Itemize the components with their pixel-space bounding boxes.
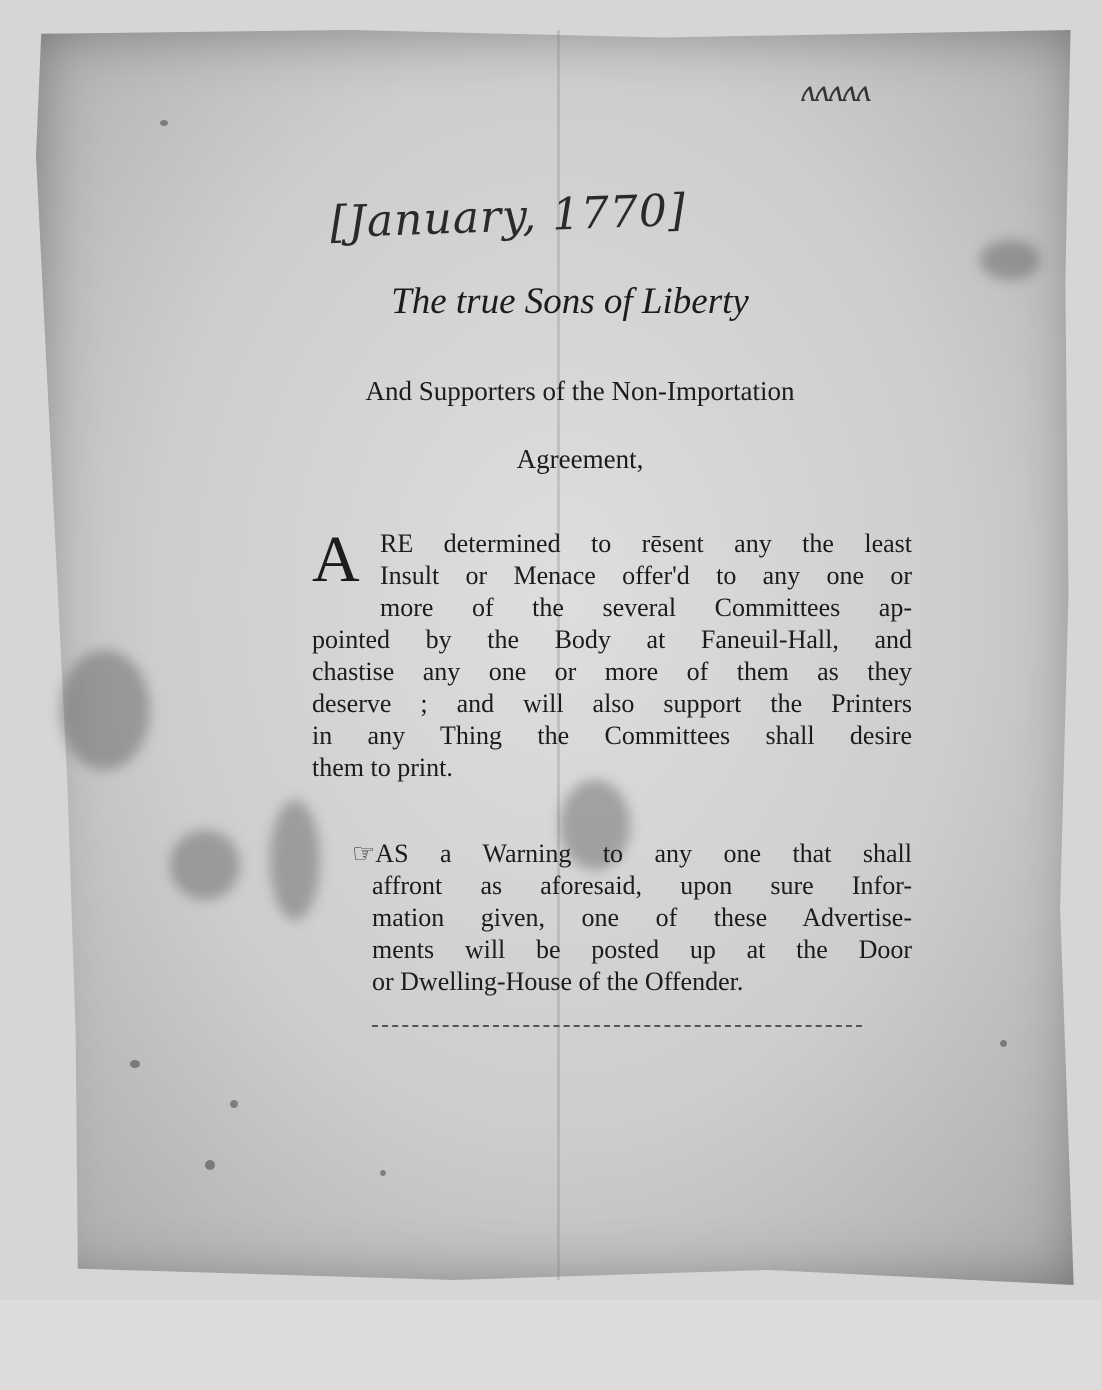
stain: [270, 800, 320, 920]
paragraph-line: in any Thing the Committees shall desire: [312, 721, 912, 750]
paragraph-line: them to print.: [312, 753, 453, 782]
broadside-title: The true Sons of Liberty: [391, 281, 749, 322]
speck: [1000, 1040, 1007, 1047]
paragraph-line: pointed by the Body at Faneuil-Hall, and: [312, 625, 912, 654]
paragraph-line: Insult or Menace offer'd to any one or: [380, 561, 912, 590]
subtitle-line-1: And Supporters of the Non-Importation: [365, 376, 795, 406]
speck: [230, 1100, 238, 1108]
paragraph-2-warning: [352, 838, 912, 998]
paragraph-line: deserve ; and will also support the Printers: [312, 689, 912, 718]
handwritten-date: [January, 1770]: [329, 184, 687, 249]
paragraph-line: RE determined to rēsent any the least: [380, 529, 912, 558]
drop-cap: A: [312, 523, 360, 596]
stain: [980, 240, 1040, 280]
bottom-rule: [372, 1025, 862, 1027]
speck: [205, 1160, 215, 1170]
paragraph-line: chastise any one or more of them as they: [312, 657, 912, 686]
subtitle-line-2: Agreement,: [516, 444, 644, 474]
paragraph-line: or Dwelling-House of the Offender.: [372, 967, 744, 996]
speck: [160, 120, 168, 126]
speck: [380, 1170, 386, 1176]
paragraph-line: affront as aforesaid, upon sure Infor-: [372, 871, 912, 900]
paragraph-line: mation given, one of these Advertise-: [372, 903, 912, 932]
paragraph-line: ☞AS a Warning to any one that shall: [352, 839, 912, 868]
corner-handwritten-mark: ʌʌʌʌʌ: [800, 75, 870, 108]
speck: [130, 1060, 140, 1068]
paragraph-1: [312, 523, 912, 784]
stain: [60, 650, 150, 770]
stain: [170, 830, 240, 900]
paragraph-line: more of the several Committees ap-: [380, 593, 912, 622]
paragraph-line: ments will be posted up at the Door: [372, 935, 912, 964]
